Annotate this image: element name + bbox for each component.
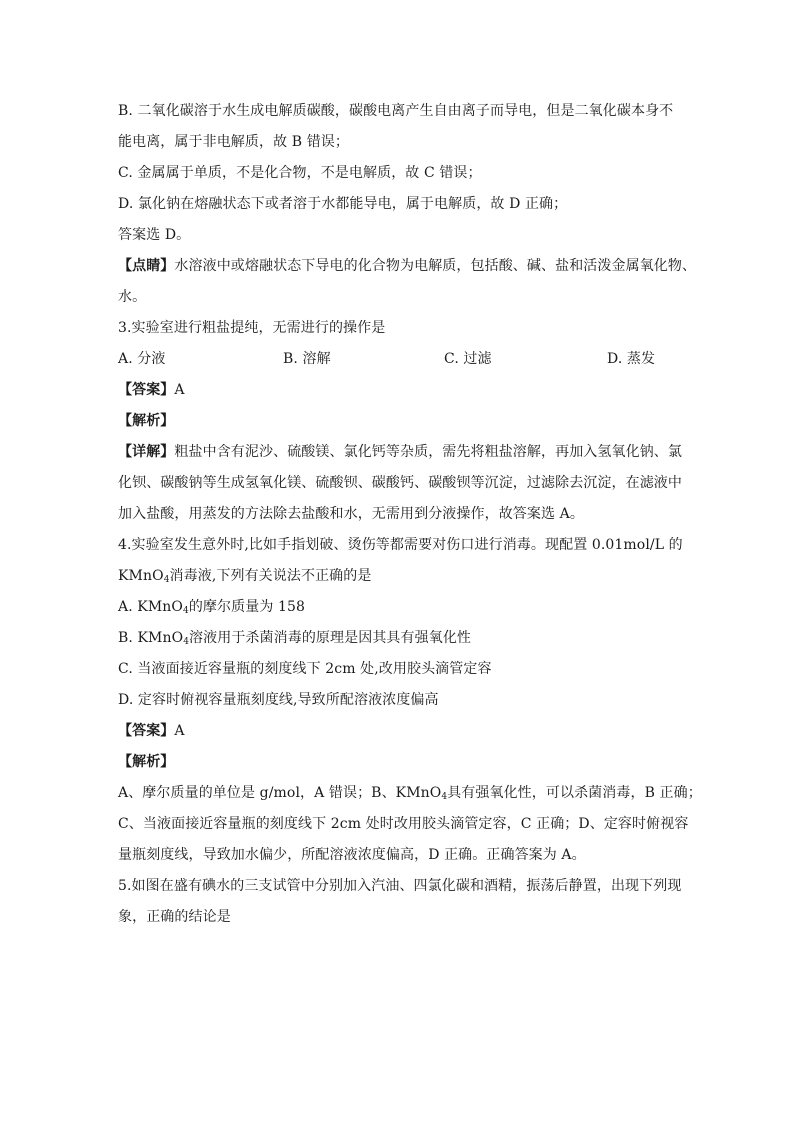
q5-stem-line1: 5.如图在盛有碘水的三支试管中分别加入汽油、四氯化碳和酒精，振荡后静置，出现下列现 [118,878,682,894]
formula-text: KMnO [118,568,164,584]
analysis-text: A、摩尔质量的单位是 g/mol，A 错误；B、KMnO [118,785,442,801]
q3-stem: 3.实验室进行粗盐提纯，无需进行的操作是 [118,320,386,336]
q4-analysis-heading [118,747,684,778]
option-text: 溶液用于杀菌消毒的原理是因其具有强氧化性 [189,630,472,646]
stem-text: 消毒液,下列有关说法不正确的是 [169,568,372,584]
q2-answer: 答案选 D。 [118,227,191,243]
q4-analysis-line3: 量瓶刻度线，导致加水偏少，所配溶液浓度偏高，D 正确。正确答案为 A。 [118,847,586,863]
q3-detail-line1 [118,437,684,468]
q3-option-c: C. 过滤 [444,351,492,367]
q3-option-a: A. 分液 [118,351,166,367]
document-page [118,96,702,933]
q3-option-b: B. 溶解 [283,351,331,367]
q3-analysis-heading [118,406,684,437]
answer-tag: 【答案】 [118,382,175,398]
q2-tip-line2: 水。 [118,289,147,305]
q5-stem-line2: 象，正确的结论是 [118,909,231,925]
q3-detail-text: 粗盐中含有泥沙、硫酸镁、氯化钙等杂质，需先将粗盐溶解，再加入氢氧化钠、氯 [174,444,683,460]
q2-option-c-analysis: C. 金属属于单质，不是化合物，不是电解质，故 C 错误； [118,165,482,181]
q4-option-b [118,623,684,654]
formula-text: A. KMnO [118,599,183,615]
q4-option-c: C. 当液面接近容量瓶的刻度线下 2cm 处,改用胶头滴管定容 [118,661,492,677]
q4-option-a [118,592,684,623]
analysis-tag: 【解析】 [118,754,175,770]
tip-text: 水溶液中或熔融状态下导电的化合物为电解质，包括酸、碱、盐和活泼金属氧化物、 [174,258,697,274]
q3-answer-line [118,375,684,406]
q3-detail-line3: 加入盐酸，用蒸发的方法除去盐酸和水，无需用到分液操作，故答案选 A。 [118,506,584,522]
formula-subscript: 4 [183,606,189,616]
q4-analysis-line2: C、当液面接近容量瓶的刻度线下 2cm 处时改用胶头滴管定容，C 正确；D、定容时俯视容 [118,816,689,832]
q3-answer: A [174,382,185,398]
tip-tag: 【点睛】 [118,258,175,274]
q2-option-b-analysis-line1: B. 二氧化碳溶于水生成电解质碳酸，碳酸电离产生自由离子而导电，但是二氧化碳本身不 [118,103,674,119]
q3-detail-line2: 化钡、碳酸钠等生成氢氧化镁、硫酸钡、碳酸钙、碳酸钡等沉淀，过滤除去沉淀，在滤液中 [118,475,682,491]
q2-option-d-analysis: D. 氯化钠在熔融状态下或者溶于水都能导电，属于电解质，故 D 正确； [118,196,568,212]
formula-subscript: 4 [183,637,190,647]
analysis-tag: 【解析】 [118,413,175,429]
q2-option-b-analysis-line2: 能电离，属于非电解质，故 B 错误； [118,134,349,150]
q4-stem-line1: 4.实验室发生意外时,比如手指划破、烫伤等都需要对伤口进行消毒。现配置 0.01mol/L 的 [118,537,683,553]
q3-options [118,344,684,375]
analysis-text: 具有强氧化性，可以杀菌消毒，B 正确； [447,785,702,801]
option-text: 的摩尔质量为 158 [188,599,305,615]
formula-subscript: 4 [163,575,170,585]
q4-stem-line2 [118,561,684,592]
formula-subscript: 4 [441,792,448,802]
q4-answer: A [174,723,185,739]
detail-tag: 【详解】 [118,444,175,460]
q2-tip-line1 [118,251,697,282]
answer-tag: 【答案】 [118,723,175,739]
q4-analysis-line1 [118,778,702,809]
q4-answer-line [118,716,684,747]
formula-text: B. KMnO [118,630,184,646]
q4-option-d: D. 定容时俯视容量瓶刻度线,导致所配溶液浓度偏高 [118,692,439,708]
q3-option-d: D. 蒸发 [607,351,656,367]
